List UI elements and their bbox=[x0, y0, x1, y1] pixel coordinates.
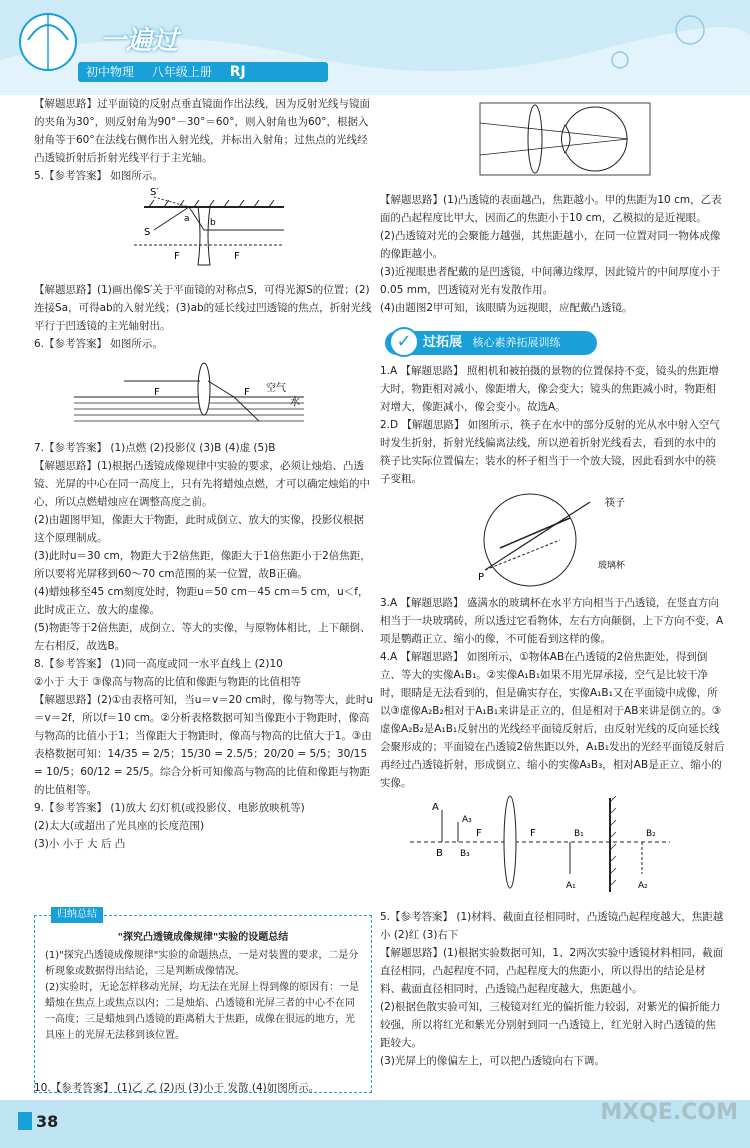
watermark: MXQE.COM bbox=[600, 1100, 738, 1125]
eye-figure bbox=[380, 95, 725, 185]
q9-answer-2: (2)太大(或超出了光具座的长度范围) bbox=[34, 820, 205, 832]
eye-exp-2: (2)凸透镜对光的会聚能力越强，其焦距越小，在同一位置对同一物体成像的像距越小。 bbox=[380, 230, 721, 260]
label-f2: F bbox=[530, 828, 536, 839]
label-b2: B₂ bbox=[646, 829, 656, 839]
label-a2: A₂ bbox=[638, 881, 648, 891]
subject-label: 初中物理 bbox=[86, 65, 135, 79]
label-f2: F bbox=[244, 387, 250, 398]
edition-label: RJ bbox=[229, 64, 246, 80]
ext-q5-exp-3: (3)光屏上的像偏左上，可以把凸透镜向右下调。 bbox=[380, 1055, 605, 1067]
label-b: B bbox=[436, 848, 443, 859]
q8-answer-2: ②小于 大于 ③像高与物高的比值和像距与物距的比值相等 bbox=[34, 676, 302, 688]
section-banner bbox=[385, 331, 597, 355]
page-number: 38 bbox=[36, 1112, 59, 1131]
label-s-prime: S′ bbox=[150, 187, 159, 198]
label-air: 空气 bbox=[266, 383, 286, 394]
q5-explanation: 【解题思路】(1)画出像S′关于平面镜的对称点S，可得光源S的位置；(2)连接Sa，可得ab的入射光线；(3)ab的延长线过凹透镜的焦点，折射光线平行于凹透镜的主光轴射出。 bbox=[34, 284, 372, 332]
page-header bbox=[0, 0, 750, 95]
label-f2: F bbox=[234, 251, 240, 262]
q6-answer: 6.【参考答案】 如图所示。 bbox=[34, 338, 163, 350]
label-f1: F bbox=[476, 828, 482, 839]
grade-label: 八年级上册 bbox=[151, 65, 212, 79]
summary-title: 归纳总结 bbox=[51, 907, 103, 923]
q7-exp-2: (2)由题图甲知，像距大于物距，此时成倒立、放大的实像，投影仪根据这个原理制成。 bbox=[34, 514, 364, 544]
q8-explanation: 【解题思路】(2)①由表格可知，当u＝v＝20 cm时，像与物等大，此时u＝v＝2f，所以f＝10 cm。②分析表格数据可知当像距小于物距时，像高与物高的比值小于1；当像距大于物距时，像高与物高的比值大于1。③由表格数据可知：14/35 = 2/5；15/30 = 2.5/5；20/20 = 5/5；30/15 = 10/5；60/12 = 25/5。综合分析可知像高与物高的比值和像距与物距的比值相等。 bbox=[34, 694, 374, 796]
q9-answer: 9.【参考答案】 (1)放大 幻灯机(或投影仪、电影放映机等) bbox=[34, 802, 305, 814]
q7-exp-3: (3)此时u＝30 cm，物距大于2倍焦距，像距大于1倍焦距小于2倍焦距，所以要将光屏移到60～70 cm范围的某一位置，故B正确。 bbox=[34, 550, 371, 580]
q6-figure bbox=[34, 353, 374, 433]
label-a3: A₃ bbox=[462, 815, 472, 825]
label-glass: 玻璃杯 bbox=[598, 561, 626, 571]
q4-explanation: 【解题思路】过平面镜的反射点垂直镜面作出法线，因为反射光线与镜面的夹角为30°，则反射角为90°－30°＝60°，则入射角也为60°，根据入射角等于60°在法线右侧作出入射光线，并标出入射角；过焦点的光线经凸透镜折射后折射光线平行于主光轴。 bbox=[34, 98, 370, 164]
ext-q5-exp-2: (2)根据色散实验可知，三棱镜对红光的偏折能力较弱，对紫光的偏折能力较强，所以将红光和紫光分别射到同一凸透镜上，红光射入时凸透镜的焦距较大。 bbox=[380, 1001, 721, 1049]
ext-q1: 1.A 【解题思路】 照相机和被拍摄的景物的位置保持不变，镜头的焦距增大时，物距相对减小，像距增大，像会变大；镜头的焦距减小时，物距相对增大，像距减小，像会变小。故选A。 bbox=[380, 365, 719, 413]
summary-line-2: (2)实验时，无论怎样移动光屏，均无法在光屏上得到像的原因有：一是蜡烛在焦点上或焦点以内；二是烛焰、凸透镜和光屏三者的中心不在同一高度；三是蜡烛到凸透镜的距离稍大于焦距，成像在很远的地方，光具座上的光屏无法移到该位置。 bbox=[45, 982, 360, 1041]
eye-exp-3: (3)近视眼患者配戴的是凹透镜，中间薄边缘厚，因此镜片的中间厚度小于0.05 mm，凹透镜对光有发散作用。 bbox=[380, 266, 721, 296]
q7-exp-5: (5)物距等于2倍焦距，成倒立、等大的实像，与原物体相比，上下颠倒、左右相反，故选B。 bbox=[34, 622, 371, 652]
lens-mirror-figure bbox=[380, 792, 725, 902]
label-a: a bbox=[184, 214, 190, 224]
right-column bbox=[380, 95, 725, 317]
q5-figure bbox=[34, 185, 374, 275]
summary-box bbox=[34, 909, 372, 1093]
ext-q2: 2.D 【解题思路】 如图所示，筷子在水中的部分反射的光从水中射入空气时发生折射，折射光线偏离法线，所以逆着折射光线看去，看到的水中的筷子比实际位置偏左；装水的杯子相当于一个放大镜，因此看到水中的筷子变粗。 bbox=[380, 419, 720, 485]
ext-q5-exp-1: 【解题思路】(1)根据实验数据可知，1、2两次实验中透镜材料相同，截面直径相同，凸起程度不同，凸起程度大的焦距小，所以得出的结论是材料、截面直径相同时，凸透镜凸起程度越大，焦距越小。 bbox=[380, 947, 724, 995]
check-icon: ✓ bbox=[389, 327, 419, 357]
q10-answer: 10.【参考答案】 (1)乙 乙 (2)丙 (3)小于 发散 (4)如图所示。 bbox=[34, 1082, 320, 1094]
label-a: A bbox=[432, 802, 439, 813]
q8-answer: 8.【参考答案】 (1)同一高度或同一水平直线上 (2)10 bbox=[34, 658, 283, 670]
section-title: 过拓展 bbox=[423, 335, 463, 350]
label-b3: B₃ bbox=[460, 849, 470, 859]
ext-q4: 4.A 【解题思路】 如图所示，①物体AB在凸透镜的2倍焦距处，得到倒立、等大的实像A₁B₁。②实像A₁B₁如果不用光屏承接，空气是比较干净时，眼睛是无法看到的，但是确实存在，实像A₁B₁又在平面镜中成像，所以③虚像A₂B₂相对于A₁B₁来讲是正立的，但是相对于AB来讲是倒立的。③虚像A₂B₂是A₁B₁反射出的光线经平面镜反射后，由反射光线的反向延长线会聚形成的；平面镜在凸透镜2倍焦距以外，A₁B₁发出的光经平面镜反射后再经过凸透镜折射，形成倒立、缩小的实像A₃B₃，相对AB是正立、缩小的实像。 bbox=[380, 651, 725, 789]
eye-exp-1: 【解题思路】(1)凸透镜的表面越凸，焦距越小。甲的焦距为10 cm，乙表面的凸起程度比甲大，因而乙的焦距小于10 cm，乙模拟的是近视眼。 bbox=[380, 194, 722, 224]
q9-answer-3: (3)小 小于 大 后 凸 bbox=[34, 838, 126, 850]
q7-answer: 7.【参考答案】 (1)点燃 (2)投影仪 (3)B (4)虚 (5)B bbox=[34, 442, 276, 454]
q7-exp-4: (4)蜡烛移至45 cm刻度处时，物距u＝50 cm－45 cm＝5 cm，u＜f，此时成正立、放大的虚像。 bbox=[34, 586, 369, 616]
label-s: S bbox=[144, 227, 151, 238]
label-chopstick: 筷子 bbox=[605, 498, 625, 509]
eye-exp-4: (4)由题图2甲可知，该眼睛为远视眼，应配戴凸透镜。 bbox=[380, 302, 633, 314]
ext-q3: 3.A 【解题思路】 盛满水的玻璃杯在水平方向相当于凸透镜，在竖直方向相当于一块玻璃砖，所以透过它看物体，左右方向颠倒，上下方向不变，A项是鹦鹉正立、缩小的像，不可能看到这样的像。 bbox=[380, 597, 724, 645]
label-f1: F bbox=[174, 251, 180, 262]
label-p: P bbox=[478, 572, 485, 583]
q5-answer: 5.【参考答案】 如图所示。 bbox=[34, 170, 163, 182]
label-f1: F bbox=[154, 387, 160, 398]
label-a1: A₁ bbox=[566, 881, 576, 891]
summary-line-1: (1)"探究凸透镜成像规律"实验的命题热点，一是对装置的要求，二是分析现象或数据得出结论，三是判断成像情况。 bbox=[45, 950, 359, 977]
page-marker bbox=[18, 1112, 32, 1130]
right-column-lower bbox=[380, 362, 725, 1070]
label-b: b bbox=[210, 218, 216, 228]
chopstick-figure bbox=[380, 488, 725, 588]
ext-q5-answer: 5.【参考答案】 (1)材料、截面直径相同时，凸透镜凸起程度越大，焦距越小 (2)红 (3)右下 bbox=[380, 911, 724, 941]
q7-exp-1: 【解题思路】(1)根据凸透镜成像规律中实验的要求，必须让烛焰、凸透镜、光屏的中心在同一高度上，只有先将蜡烛点燃，才可以确定烛焰的中心，所以点燃蜡烛应在调整高度之前。 bbox=[34, 460, 370, 508]
left-column bbox=[34, 95, 374, 853]
label-water: 水 bbox=[290, 397, 300, 408]
subject-bar bbox=[78, 62, 328, 82]
section-subtitle: 核心素养拓展训练 bbox=[472, 336, 561, 349]
label-b1: B₁ bbox=[574, 829, 584, 839]
brand-logo: 一遍过 bbox=[100, 26, 179, 56]
summary-heading: "探究凸透镜成像规律"实验的设题总结 bbox=[117, 932, 289, 943]
